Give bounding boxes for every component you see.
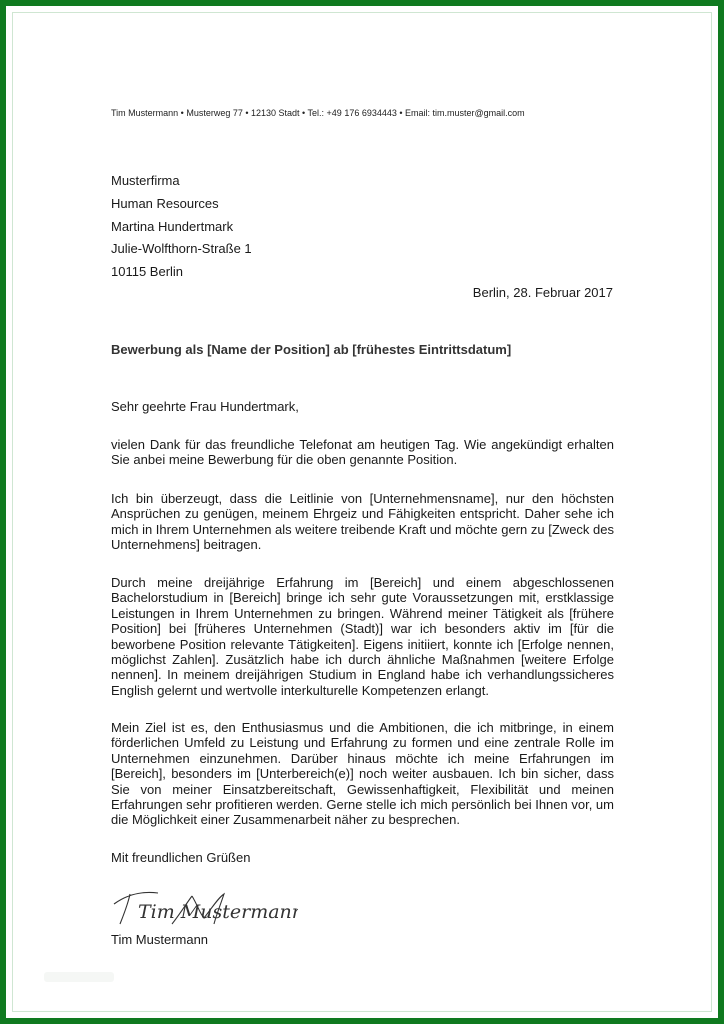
signature-text: Tim Mustermann: [138, 901, 298, 923]
signature-drawing: [108, 880, 298, 930]
salutation: Sehr geehrte Frau Hundertmark,: [111, 399, 299, 414]
signature-name: Tim Mustermann: [111, 932, 209, 947]
paragraph-3: Durch meine dreijährige Erfahrung im [Bereich] und einem abgeschlossenen Bachelorstudium in [Bereich] bringe ich sehr gute Voraussetzungen mit, erstklassige Leistungen in Ihrem Unternehmen zu bringen. Während meiner Tätigkeit als [frühere Position] bei [früheres Unternehmen (Stadt)] war ich besonders aktiv im [für die beworbene Position relevante Tätigkeiten]. Eigens initiiert, konnte ich [Erfolge nennen, möglichst Zahlen]. Zusätzlich habe ich durch ähnliche Maßnahmen [weitere Erfolge nennen]. In meinem dreijährigen Studium in England habe ich verhandlungssicheres English gelernt und wertvolle interkulturelle Kompetenzen erlangt.: [111, 575, 614, 698]
recipient-department: Human Resources: [111, 195, 219, 211]
recipient-company: Musterfirma: [111, 173, 180, 188]
paragraph-2: Ich bin überzeugt, dass die Leitlinie von [Unternehmensname], nur den höchsten Ansprüchen zu genügen, meinem Ehrgeiz und Fähigkeiten entspricht. Daher sehe ich mich in Ihrem Unternehmen als weitere treibende Kraft und möchte gern zu [Zweck des Unternehmens] beitragen.: [111, 491, 614, 553]
paragraph-4: Mein Ziel ist es, den Enthusiasmus und die Ambitionen, die ich mitbringe, in einem förderlichen Umfeld zu Leistung und Erfahrung zu formen und eine zentrale Rolle im Unternehmen einzunehmen. Darüber hinaus möchte ich meine Erfahrungen im [Bereich], besonders im [Unterbereich(e)] noch weiter ausbauen. Ich bin sicher, dass Sie von meiner Einsatzbereitschaft, Gewissenhaftigkeit, Flexibilität und meinen Erfahrungen sehr profitieren werden. Gerne stelle ich mich persönlich bei Ihnen vor, um die Möglichkeit einer Zusammenarbeit näher zu besprechen.: [111, 720, 614, 828]
recipient-city: 10115 Berlin: [111, 264, 184, 280]
handwritten-signature: [108, 880, 298, 930]
letter-subject: Bewerbung als [Name der Position] ab [frühestes Eintrittsdatum]: [111, 342, 512, 357]
sender-line: Tim Mustermann • Musterweg 77 • 12130 Stadt • Tel.: +49 176 6934443 • Email: tim.muster@gmail.com: [111, 108, 525, 118]
closing-phrase: Mit freundlichen Grüßen: [111, 850, 251, 865]
watermark-mark: [44, 972, 114, 982]
letter-date: Berlin, 28. Februar 2017: [472, 285, 613, 300]
recipient-street: Julie-Wolfthorn-Straße 1: [111, 241, 252, 257]
recipient-person: Martina Hundertmark: [111, 218, 234, 234]
recipient-address: [111, 170, 252, 284]
paragraph-1: vielen Dank für das freundliche Telefonat am heutigen Tag. Wie angekündigt erhalten Sie anbei meine Bewerbung für die oben genannte Position.: [111, 437, 614, 468]
